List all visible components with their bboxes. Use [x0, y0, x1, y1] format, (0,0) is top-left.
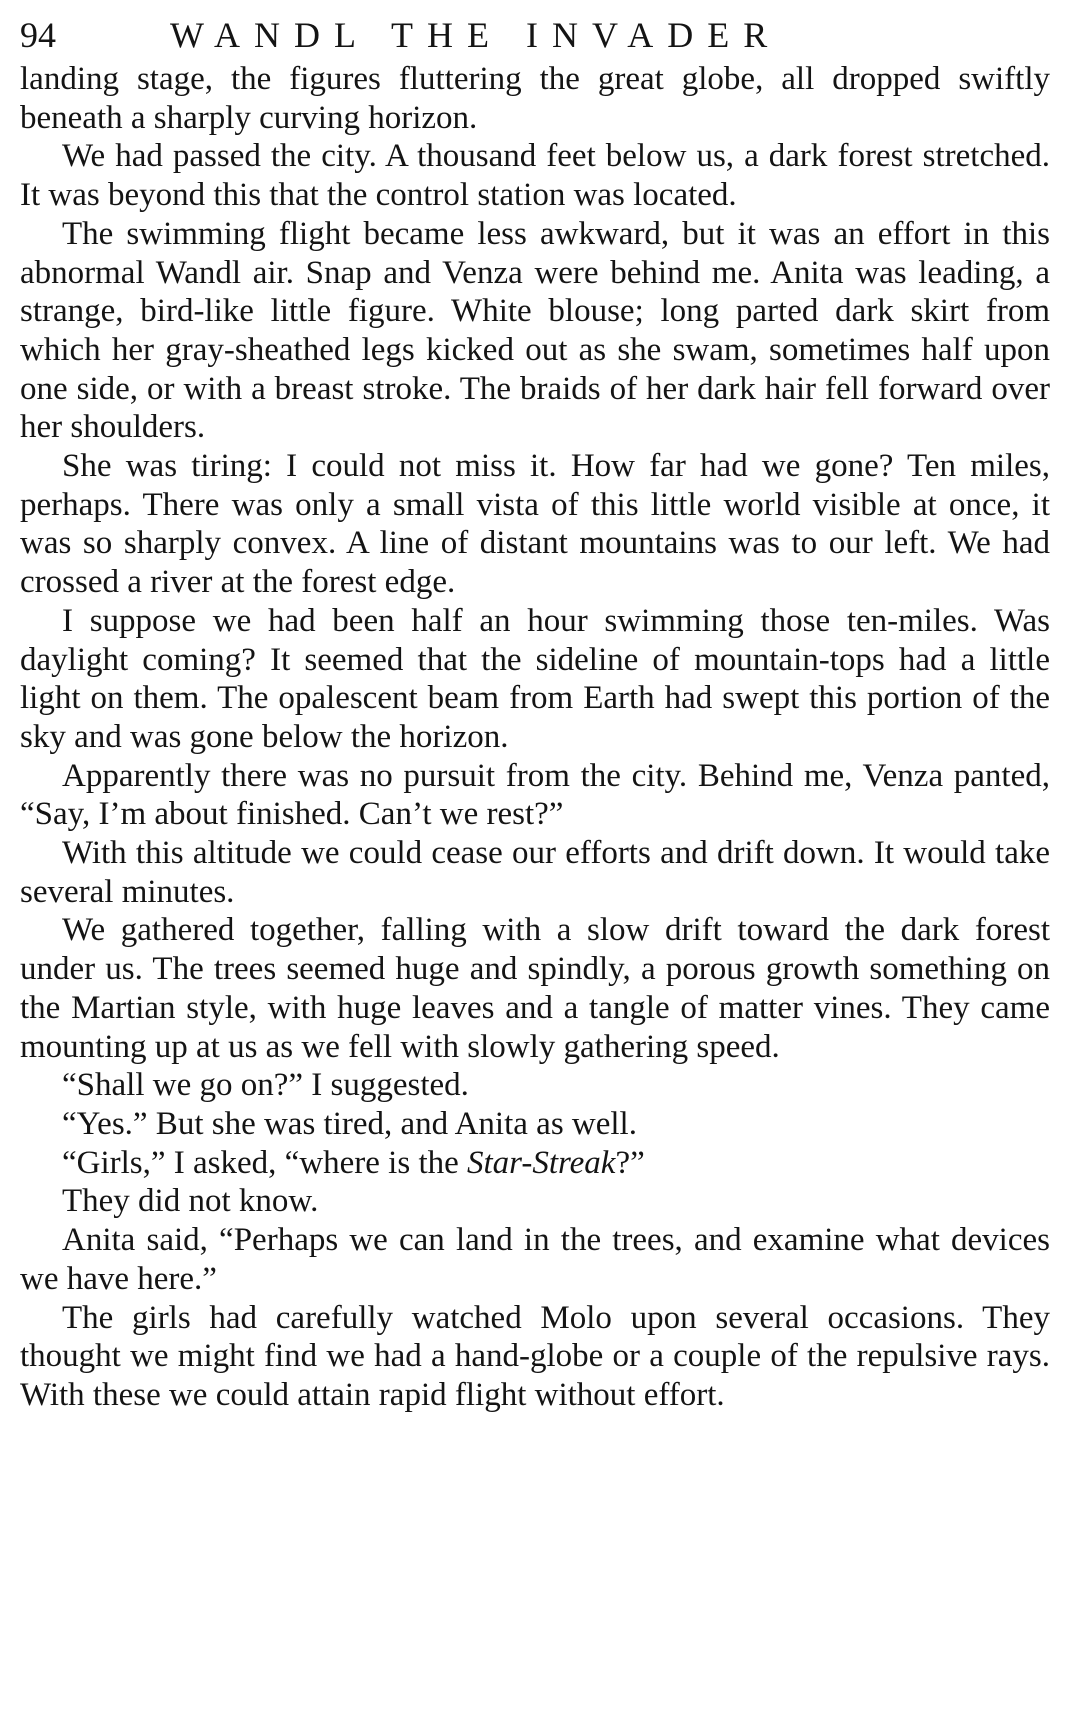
book-page	[20, 10, 1050, 1415]
page-header	[20, 10, 1050, 60]
paragraph: She was tiring: I could not miss it. How far had we gone? Ten miles, perhaps. There was only a small vista of this little world visible at once, it was so sharply convex. A line of distant mountains was to our left. We had crossed a river at the forest edge.	[20, 448, 1050, 601]
paragraph: The girls had carefully watched Molo upon several occasions. They thought we might find we had a hand-globe or a couple of the repulsive rays. With these we could attain rapid flight without effort.	[20, 1299, 1050, 1413]
paragraph: They did not know.	[62, 1183, 319, 1220]
paragraph: “Shall we go on?” I suggested.	[62, 1067, 469, 1104]
paragraph: Apparently there was no pursuit from the city. Behind me, Venza panted, “Say, I’m about finished. Can’t we rest?”	[20, 757, 1050, 833]
dialogue-text: “Girls,” I asked, “where is the	[62, 1144, 468, 1181]
paragraph: We gathered together, falling with a slow drift toward the dark forest under us. The trees seemed huge and spindly, a porous growth something on the Martian style, with huge leaves and a tangle of matter vines. They came mounting up at us as we fell with slowly gathering speed.	[20, 912, 1050, 1065]
paragraph: We had passed the city. A thousand feet below us, a dark forest stretched. It was beyond this that the control station was located.	[20, 138, 1050, 214]
paragraph: “Yes.” But she was tired, and Anita as well.	[62, 1105, 637, 1142]
paragraph	[20, 1144, 1050, 1183]
paragraph: landing stage, the figures fluttering the great globe, all dropped swiftly beneath a sharply curving horizon.	[20, 61, 1050, 136]
body-text	[20, 60, 1050, 1415]
ship-name: Star-Streak	[467, 1144, 616, 1181]
page-number: 94	[20, 15, 56, 55]
dialogue-text: ?”	[615, 1144, 645, 1181]
paragraph: I suppose we had been half an hour swimming those ten-miles. Was daylight coming? It seemed that the sideline of mountain-tops had a little light on them. The opalescent beam from Earth had swept this portion of the sky and was gone below the horizon.	[20, 602, 1050, 755]
paragraph: Anita said, “Perhaps we can land in the trees, and examine what devices we have here.”	[20, 1222, 1050, 1297]
running-title: WANDL THE INVADER	[170, 15, 782, 55]
paragraph: With this altitude we could cease our efforts and drift down. It would take several minutes.	[20, 835, 1050, 910]
paragraph: The swimming flight became less awkward, but it was an effort in this abnormal Wandl air. Snap and Venza were behind me. Anita was leading, a strange, bird-like little figure. White blouse; long parted dark skirt from which her gray-sheathed legs kicked out as she swam, sometimes half upon one side, or with a breast stroke. The braids of her dark hair fell forward over her shoulders.	[20, 215, 1050, 446]
